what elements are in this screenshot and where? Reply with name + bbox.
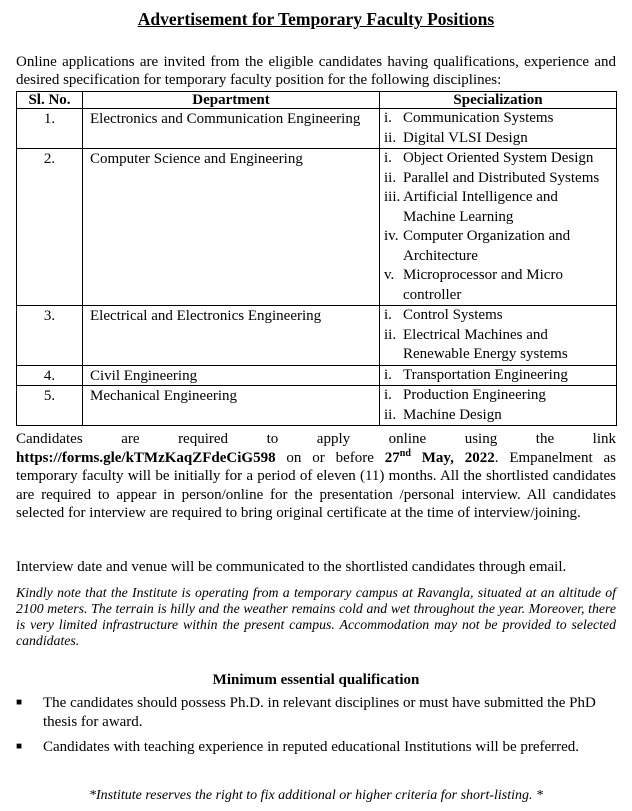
specialization-number: ii. xyxy=(384,326,397,343)
specialization-text: Control Systems xyxy=(403,307,503,323)
specialization-number: i. xyxy=(384,150,392,166)
bullet-square-icon: ■ xyxy=(16,697,23,708)
specialization-number: i. xyxy=(384,387,392,403)
specialization-item xyxy=(384,129,608,149)
specialization-item xyxy=(384,266,608,305)
list-item xyxy=(16,738,616,757)
specialization-text: Machine Design xyxy=(403,406,502,423)
specialization-item xyxy=(384,386,608,406)
table-header-row xyxy=(17,92,617,109)
application-link[interactable]: https://forms.gle/kTMzKaqZFdeCiG598 xyxy=(16,449,276,466)
deadline-date: 27nd May, 2022 xyxy=(384,447,495,466)
header-specialization: Specialization xyxy=(380,92,617,109)
specialization-number: i. xyxy=(384,366,392,383)
specialization-item xyxy=(384,366,608,386)
specialization-text: Artificial Intelligence and Machine Learning xyxy=(403,189,558,225)
table-row xyxy=(17,306,617,366)
sl-no-cell: 5. xyxy=(17,386,83,426)
specialization-item xyxy=(384,109,608,129)
apply-rest xyxy=(16,449,616,523)
bullet-square-icon: ■ xyxy=(16,741,23,752)
specialization-text: Object Oriented System Design xyxy=(403,150,594,166)
qualification-item: The candidates should possess Ph.D. in relevant disciplines or must have submitted the PhD thesis for award. xyxy=(43,695,596,730)
department-cell: Civil Engineering xyxy=(83,365,380,386)
table-row xyxy=(17,365,617,386)
specialization-number: i. xyxy=(384,307,392,323)
specialization-item xyxy=(384,326,608,365)
interview-note: Interview date and venue will be communicated to the shortlisted candidates through email. xyxy=(16,559,567,575)
specialization-cell xyxy=(380,149,617,306)
sl-no-cell: 3. xyxy=(17,306,83,366)
sl-no-cell: 2. xyxy=(17,149,83,306)
campus-note: Kindly note that the Institute is operating from a temporary campus at Ravangla, situated at an altitude of 2100 meters. The terrain is hilly and the weather remains cold and wet throughout the year. Moreover, there is very limited infrastructure within the present campus. Accommodation may not be provided to selected candidates. xyxy=(16,585,616,648)
specialization-text: Microprocessor and Micro controller xyxy=(403,267,563,303)
disciplines-table xyxy=(16,91,617,426)
sl-no-cell: 4. xyxy=(17,365,83,386)
qualification-item: Candidates with teaching experience in reputed educational Institutions will be preferred. xyxy=(43,739,580,755)
list-item xyxy=(16,694,616,731)
specialization-item xyxy=(384,227,608,266)
specialization-item xyxy=(384,406,608,426)
specialization-number: i. xyxy=(384,110,392,126)
apply-first-line: Candidates are required to apply online using the link xyxy=(16,431,616,447)
intro-paragraph: Online applications are invited from the eligible candidates having qualifications, experience and desired specification for temporary faculty position for the following disciplines: xyxy=(16,54,616,88)
specialization-text: Communication Systems xyxy=(403,110,554,126)
specialization-item xyxy=(384,149,608,169)
specialization-text: Production Engineering xyxy=(403,387,546,403)
application-paragraph xyxy=(16,430,616,523)
specialization-cell xyxy=(380,386,617,426)
specialization-number: ii. xyxy=(384,169,397,186)
table-row xyxy=(17,109,617,149)
specialization-text: Digital VLSI Design xyxy=(403,129,528,146)
footer-note: *Institute reserves the right to fix additional or higher criteria for short-listing. * xyxy=(88,788,544,803)
specialization-cell xyxy=(380,109,617,149)
apply-before: on or before xyxy=(275,449,385,466)
specialization-text: Parallel and Distributed Systems xyxy=(403,169,600,186)
table-body xyxy=(17,109,617,426)
specialization-cell xyxy=(380,365,617,386)
header-sl-no: Sl. No. xyxy=(17,92,83,109)
page-title: Advertisement for Temporary Faculty Positions xyxy=(137,9,495,29)
qualification-heading: Minimum essential qualification xyxy=(212,672,420,688)
specialization-cell xyxy=(380,306,617,366)
table-row xyxy=(17,386,617,426)
specialization-item xyxy=(384,169,608,189)
specialization-number: ii. xyxy=(384,129,397,146)
specialization-text: Electrical Machines and Renewable Energy systems xyxy=(403,326,568,362)
specialization-number: iii. xyxy=(384,189,401,205)
specialization-item xyxy=(384,188,608,227)
department-cell: Electronics and Communication Engineering xyxy=(83,109,380,149)
specialization-number: v. xyxy=(384,267,395,283)
department-cell: Computer Science and Engineering xyxy=(83,149,380,306)
qualification-list xyxy=(16,694,616,764)
header-department: Department xyxy=(83,92,380,109)
specialization-number: ii. xyxy=(384,406,397,423)
specialization-text: Transportation Engineering xyxy=(403,366,568,383)
sl-no-cell: 1. xyxy=(17,109,83,149)
department-cell: Electrical and Electronics Engineering xyxy=(83,306,380,366)
specialization-text: Computer Organization and Architecture xyxy=(403,228,571,264)
department-cell: Mechanical Engineering xyxy=(83,386,380,426)
specialization-item xyxy=(384,306,608,326)
table-row xyxy=(17,149,617,306)
apply-details: . Empanelment as temporary faculty will be initially for a period of eleven (11) months. All the shortlisted candidates are required to appear in person/online for the presentation /personal interview. All candidates selected for interview are required to bring original certificate at the time of interview/joining. xyxy=(16,449,616,521)
specialization-number: iv. xyxy=(384,228,399,244)
